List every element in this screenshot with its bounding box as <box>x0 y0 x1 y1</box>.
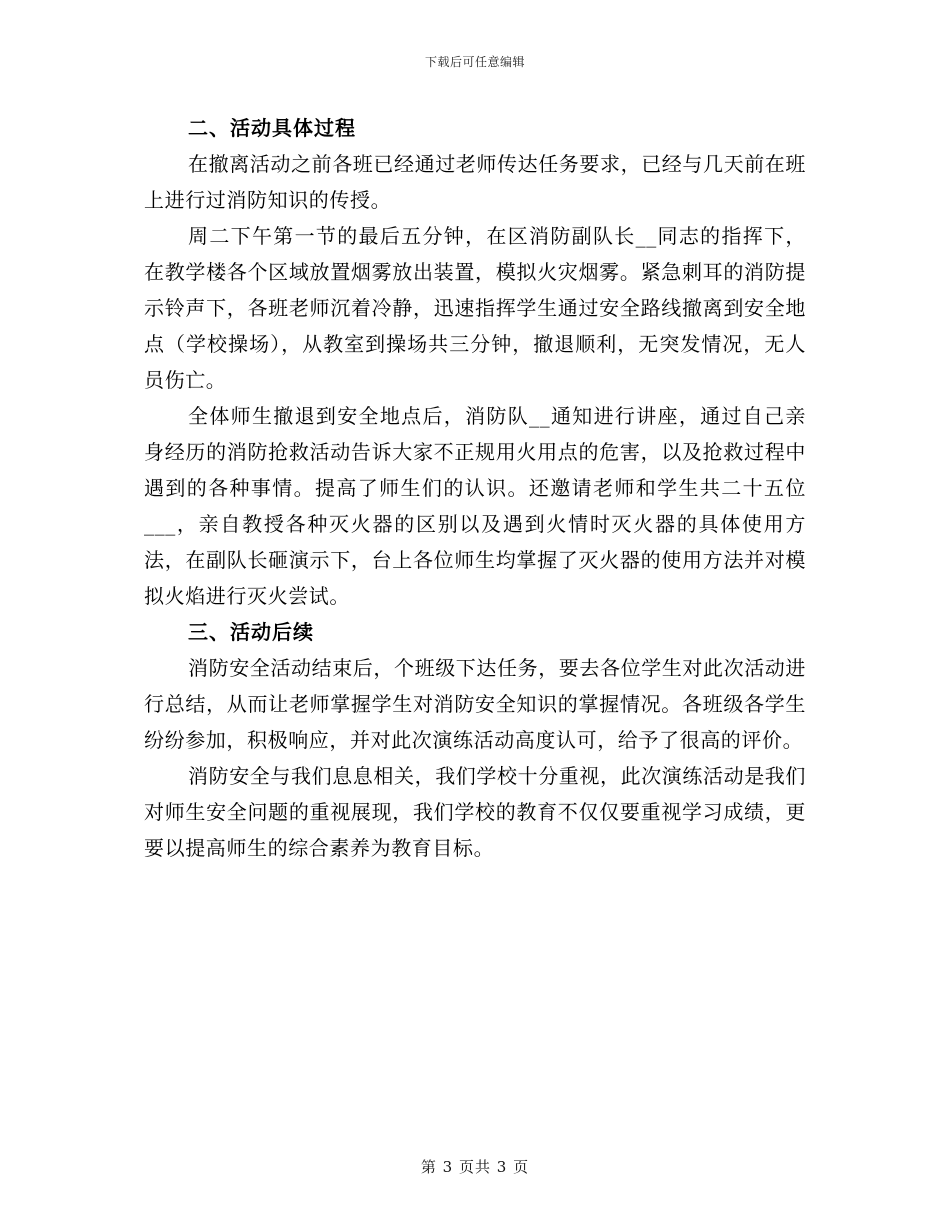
page-number: 第 3 页共 3 页 <box>420 1158 530 1176</box>
paragraph: 消防安全与我们息息相关，我们学校十分重视，此次演练活动是我们对师生安全问题的重视展现，我们学校的教育不仅仅要重视学习成绩，更要以提高师生的综合素养为教育目标。 <box>144 764 806 860</box>
section-heading-process: 二、活动具体过程 <box>188 116 356 140</box>
document-body <box>144 110 806 866</box>
paragraph: 消防安全活动结束后，个班级下达任务，要去各位学生对此次活动进行总结，从而让老师掌握学生对消防安全知识的掌握情况。各班级各学生纷纷参加，积极响应，并对此次演练活动高度认可，给予了很高的评价。 <box>144 656 806 752</box>
paragraph: 周二下午第一节的最后五分钟，在区消防副队长__同志的指挥下，在教学楼各个区域放置烟雾放出装置，模拟火灾烟雾。紧急刺耳的消防提示铃声下，各班老师沉着冷静，迅速指挥学生通过安全路线撤离到安全地点（学校操场），从教室到操场共三分钟，撤退顺利，无突发情况，无人员伤亡。 <box>144 224 806 392</box>
section-heading-followup: 三、活动后续 <box>188 620 314 644</box>
paragraph: 在撤离活动之前各班已经通过老师传达任务要求，已经与几天前在班上进行过消防知识的传授。 <box>144 152 806 212</box>
header-note: 下载后可任意编辑 <box>424 55 525 69</box>
paragraph: 全体师生撤退到安全地点后，消防队__通知进行讲座，通过自己亲身经历的消防抢救活动告诉大家不正规用火用点的危害，以及抢救过程中遇到的各种事情。提高了师生们的认识。还邀请老师和学生共二十五位___，亲自教授各种灭火器的区别以及遇到火情时灭火器的具体使用方法，在副队长砸演示下，台上各位师生均掌握了灭火器的使用方法并对模拟火焰进行灭火尝试。 <box>144 404 806 608</box>
